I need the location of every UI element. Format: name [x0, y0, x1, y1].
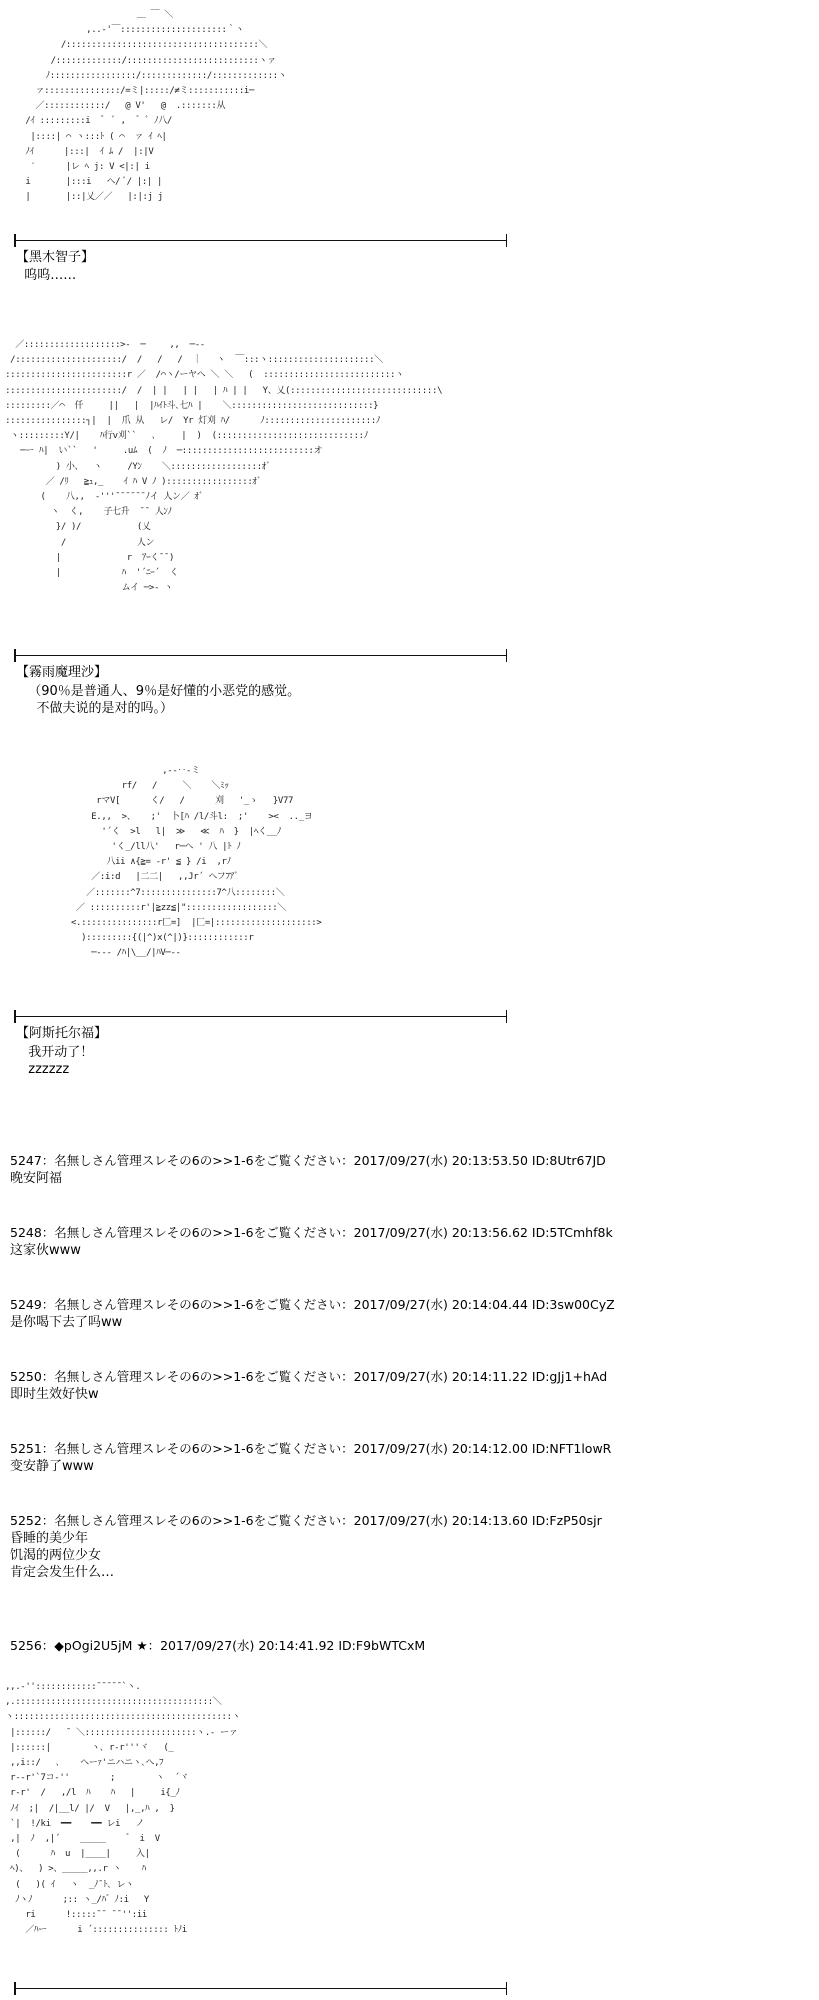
post-body: 是你喝下去了吗ww	[10, 1315, 123, 1330]
post-header: 5256：◆pOgi2U5jM ★：2017/09/27(水) 20:14:41.92 ID:F9bWTCxM	[10, 1638, 426, 1653]
dialogue-text: （90％是普通人、9％是好懂的小恶党的感觉。 不做夫说的是对的吗。）	[28, 684, 301, 716]
divider-rule	[14, 655, 507, 656]
ascii-art-marisa: ／:::::::::::::::::::>- ─ ,, ─-- /:::::::::::::::::::::/ / / / ｜ ヽ ￣:::ヽ:::::::::::::::::::::＼ ::::::::::::::::::::::::r ／ /⌒ヽ/ーヤヘ ＼ ＼ ( ::::::::::::::::::::::::::ヽ :::::::::::::::::::::::/ / | | | | | ﾊ | | Y、乂(:::::::::::::::::::::::::::::\ :::::::::／⌒ 仟 || | |ﾊｲﾄ斗､七ﾊ | ＼::::::::::::::::::::::::::::} ::::::::::::::::┐| | 爪 从 レ/ Yr 灯刈 ﾊ/ ﾉ::::::::::::::::::::::ﾉ ヽ:::::::::Y/| ﾊ行v刈`` ､ | ) (:::::::::::::::::::::::::::::ﾉ ─ー ﾊ| い`` ' .uﾑ ( ﾉ ─::::::::::::::::::::::::::オ ) 小、 ヽ /Yﾝ ＼::::::::::::::::::ｵﾞ ／ /ﾘ ≧ｭ,_ ｲ ﾊ V ﾉ ):::::::::::::::::ｵﾞ ( 八,, -'''¯¯¯¯¯¯ﾉイ 人ン／ ｵﾞ ヽ く, 子七升 ¯¯ 人ﾝﾉ }/ )/ (乂 / 人ン | r ｱｰく¯¯) | ﾊ '´ﾆｰ´ く ムイ ─>- ヽ	[5, 340, 443, 594]
post-body: 即时生效好快w	[10, 1387, 99, 1402]
divider-rule	[14, 1016, 507, 1017]
post-body: 昏睡的美少年 饥渴的两位少女 肯定会发生什么…	[10, 1531, 115, 1580]
post-header: 5247：名無しさん管理スレその6の>>1-6をご覧ください：2017/09/27(水) 20:13:53.50 ID:8Utr67JD	[10, 1153, 606, 1168]
character-name: 【霧雨魔理沙】	[16, 665, 108, 680]
dialogue-text: 我开动了！ zzzzzz	[28, 1045, 94, 1077]
ascii-art-tomoko: ＿ ￣ ＼ ,..-'￣:::::::::::::::::::::｀ヽ /::::::::::::::::::::::::::::::::::::::＼ /:::::::::::::/::::::::::::::::::::::::::ヽァ ﾉ:::::::::::::::::/:::::::::::::/:::::::::::::ヽ ァ:::::::::::::::/=ミ|:::::/≠ミ:::::::::::i─ ／::::::::::::/ @ V' @ .:::::::从 /ｲ :::::::::i ゛ ﾞ , ゛ﾞ ﾉ八/ |::::| ⌒ ヽ:::ﾄ ( ⌒ ァ ｲ ﾍ| ﾉｲ |:::| ｲ ﾑ / |:|V ′ |レ ﾍ j: V <|:| i i |:::i ヘ/ ﾞ/ |:| | | |::|乂／／ |:|:j j	[25, 10, 287, 203]
character-name: 【阿斯托尔福】	[16, 1026, 108, 1041]
ascii-art-tomoko-2: ,,.-''::::::::::::¯¯¯¯¯`ヽ. ,.:::::::::::::::::::::::::::::::::::::::＼ ヽ:::::::::::::::::::::::::::::::::::::::::::ヽ |::::::/ ¯ ＼::::::::::::::::::::::ヽ.- ーァ |::::::| ヽ､ r-r'''ヾ (_ ,,i::/ ､ ヘーｧ'ニハニヽ､へ,ﾌ r--r'`7コ-'' ; ヽ ´ヾ r-r' / ,/l ﾊ ﾊ | i{_ﾉ ﾉｲ ;| /|__l/ |/ V |,_,ﾊ , } `| !/ki ━━ ━━ レi ノ ,| ﾉ ,|´ _____ ゛ i V ( ﾊ u |____| 入| ﾍ)、 ) >、_____,,.r ヽ ﾊ ( )( ｲ ヽ _ﾉ¯ﾄ､ レヽ ﾉヽﾉ ;:: ヽ_/ﾊ゛ﾉ:i Y ri !:::::¯¯ ¯¯'':ii ／ﾊー i ´::::::::::::::: ﾄﾉi	[5, 1682, 241, 1936]
post-header: 5249：名無しさん管理スレその6の>>1-6をご覧ください：2017/09/27(水) 20:14:04.44 ID:3sw00CyZ	[10, 1297, 615, 1312]
post-body: 晚安阿福	[10, 1171, 63, 1186]
ascii-art-astolfo: ,--‥-ミ rf/ / ＼ ＼ﾐｯ rマV[ く/ / 刈 '_ゝ }V77 E.,, >、 ;' 卜[ﾊ /l/斗l: ;' >< .._ヨ '´く >l l| ≫ ≪ ﾊ } |ﾍく__ﾉ 'く_/ll八' r─ヘ ' 八 |ﾄ ﾉ 八ii ∧{≧= -r' ≦ } /i ,rﾉ ／:i:d |二二| ,,Jr´ ヘフﾌｱﾞ ／:::::::^7:::::::::::::::7^八::::::::＼ ／ ::::::::::r'|≧zz≦|"::::::::::::::::::＼ <.:::::::::::::::r匚=] |匚=|::::::::::::::::::::> ):::::::::{(|^)x(^|)}::::::::::::r ─--- /ﾊ|\__/|ﾊV─--	[70, 766, 322, 959]
dialogue-text: 呜呜……	[16, 268, 77, 283]
post-header: 5251：名無しさん管理スレその6の>>1-6をご覧ください：2017/09/27(水) 20:14:12.00 ID:NFT1lowR	[10, 1441, 612, 1456]
post-body: 变安静了www	[10, 1459, 94, 1474]
character-name: 【黑木智子】	[16, 250, 95, 265]
post-header: 5248：名無しさん管理スレその6の>>1-6をご覧ください：2017/09/27(水) 20:13:56.62 ID:5TCmhf8k	[10, 1225, 613, 1240]
post-header: 5250：名無しさん管理スレその6の>>1-6をご覧ください：2017/09/27(水) 20:14:11.22 ID:gJj1+hAd	[10, 1369, 608, 1384]
post-body: 这家伙www	[10, 1243, 81, 1258]
divider-rule	[14, 1988, 507, 1989]
post-header: 5252：名無しさん管理スレその6の>>1-6をご覧ください：2017/09/27(水) 20:14:13.60 ID:FzP50sjr	[10, 1513, 602, 1528]
divider-rule	[14, 240, 507, 241]
